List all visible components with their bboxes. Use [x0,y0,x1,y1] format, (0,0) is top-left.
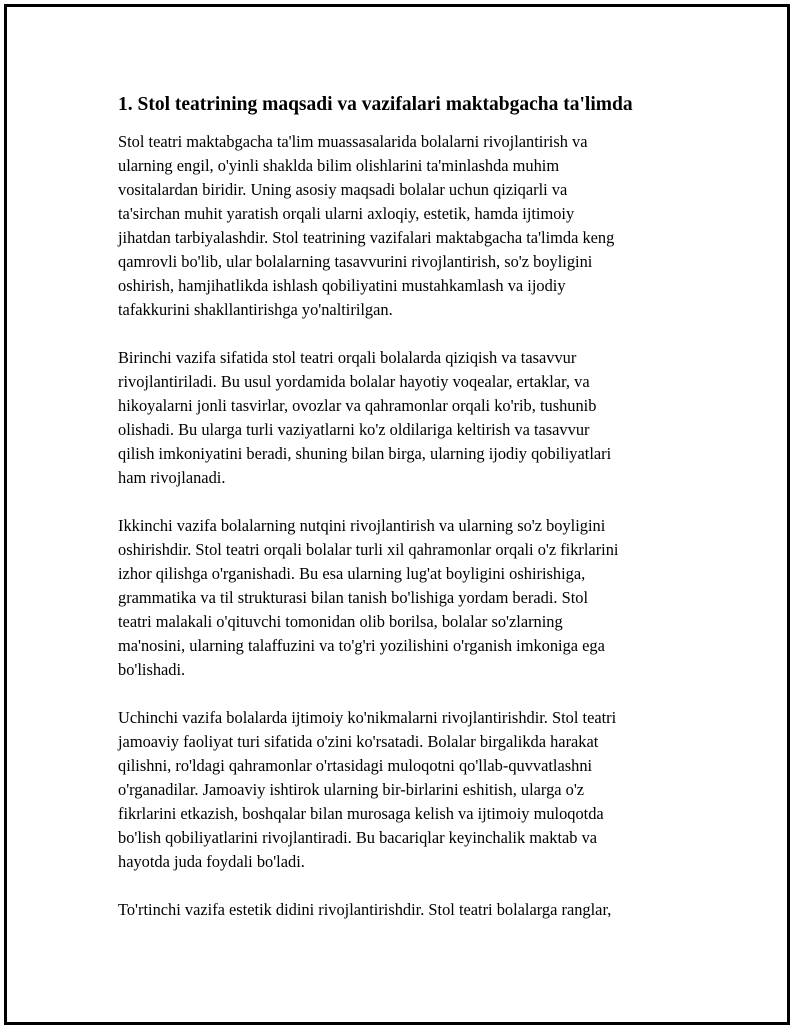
text-line: hikoyalarni jonli tasvirlar, ovozlar va qahramonlar orqali ko'rib, tushunib [118,396,597,415]
text-line: bo'lish qobiliyatlarini rivojlantiradi. Bu bacariqlar keyinchalik maktab va [118,828,598,847]
text-line: fikrlarini etkazish, boshqalar bilan murosaga kelish va ijtimoiy muloqotda [118,804,604,823]
document-body [118,92,698,946]
text-line: oshirishdir. Stol teatri orqali bolalar turli xil qahramonlar orqali o'z fikrlarini [118,540,619,559]
paragraph [118,706,698,874]
paragraph-list [118,130,698,922]
text-line: olishadi. Bu ularga turli vaziyatlarni ko'z oldilariga keltirish va tasavvur [118,420,590,439]
text-line: jihatdan tarbiyalashdir. Stol teatrining vazifalari maktabgacha ta'limda keng [118,228,615,247]
paragraph [118,346,698,490]
text-line: rivojlantiriladi. Bu usul yordamida bolalar hayotiy voqealar, ertaklar, va [118,372,590,391]
text-line: vositalardan biridir. Uning asosiy maqsadi bolalar uchun qiziqarli va [118,180,568,199]
text-line: ta'sirchan muhit yaratish orqali ularni axloqiy, estetik, hamda ijtimoiy [118,204,575,223]
text-line: oshirish, hamjihatlikda ishlash qobiliyatini mustahkamlash va ijodiy [118,276,566,295]
text-line: qamrovli bo'lib, ular bolalarning tasavvurini rivojlantirish, so'z boyligini [118,252,593,271]
text-line: ularning engil, o'yinli shaklda bilim olishlarini ta'minlashda muhim [118,156,560,175]
text-line: Uchinchi vazifa bolalarda ijtimoiy ko'nikmalarni rivojlantirishdir. Stol teatri [118,708,617,727]
text-line: Birinchi vazifa sifatida stol teatri orqali bolalarda qiziqish va tasavvur [118,348,577,367]
text-line: ham rivojlanadi. [118,468,226,487]
section-heading: 1. Stol teatrining maqsadi va vazifalari maktabgacha ta'limda [118,94,633,115]
text-line: jamoaviy faoliyat turi sifatida o'zini ko'rsatadi. Bolalar birgalikda harakat [118,732,599,751]
text-line: qilishni, ro'ldagi qahramonlar o'rtasidagi muloqotni qo'llab-quvvatlashni [118,756,593,775]
text-line: grammatika va til strukturasi bilan tanish bo'lishiga yordam beradi. Stol [118,588,588,607]
text-line: Ikkinchi vazifa bolalarning nutqini rivojlantirish va ularning so'z boyligini [118,516,606,535]
paragraph [118,130,698,322]
text-line: izhor qilishga o'rganishadi. Bu esa ularning lug'at boyligini oshirishiga, [118,564,586,583]
text-line: Stol teatri maktabgacha ta'lim muassasalarida bolalarni rivojlantirish va [118,132,588,151]
text-line: hayotda juda foydali bo'ladi. [118,852,305,871]
text-line: bo'lishadi. [118,660,186,679]
text-line: o'rganadilar. Jamoaviy ishtirok ularning bir-birlarini eshitish, ularga o'z [118,780,585,799]
text-line: teatri malakali o'qituvchi tomonidan olib borilsa, bolalar so'zlarning [118,612,563,631]
text-line: ma'nosini, ularning talaffuzini va to'g'ri yozilishini o'rganish imkoniga ega [118,636,605,655]
text-line: tafakkurini shakllantirishga yo'naltirilgan. [118,300,393,319]
text-line: qilish imkoniyatini beradi, shuning bilan birga, ularning ijodiy qobiliyatlari [118,444,612,463]
text-line: To'rtinchi vazifa estetik didini rivojlantirishdir. Stol teatri bolalarga ranglar, [118,900,612,919]
paragraph [118,514,698,682]
paragraph [118,898,698,922]
